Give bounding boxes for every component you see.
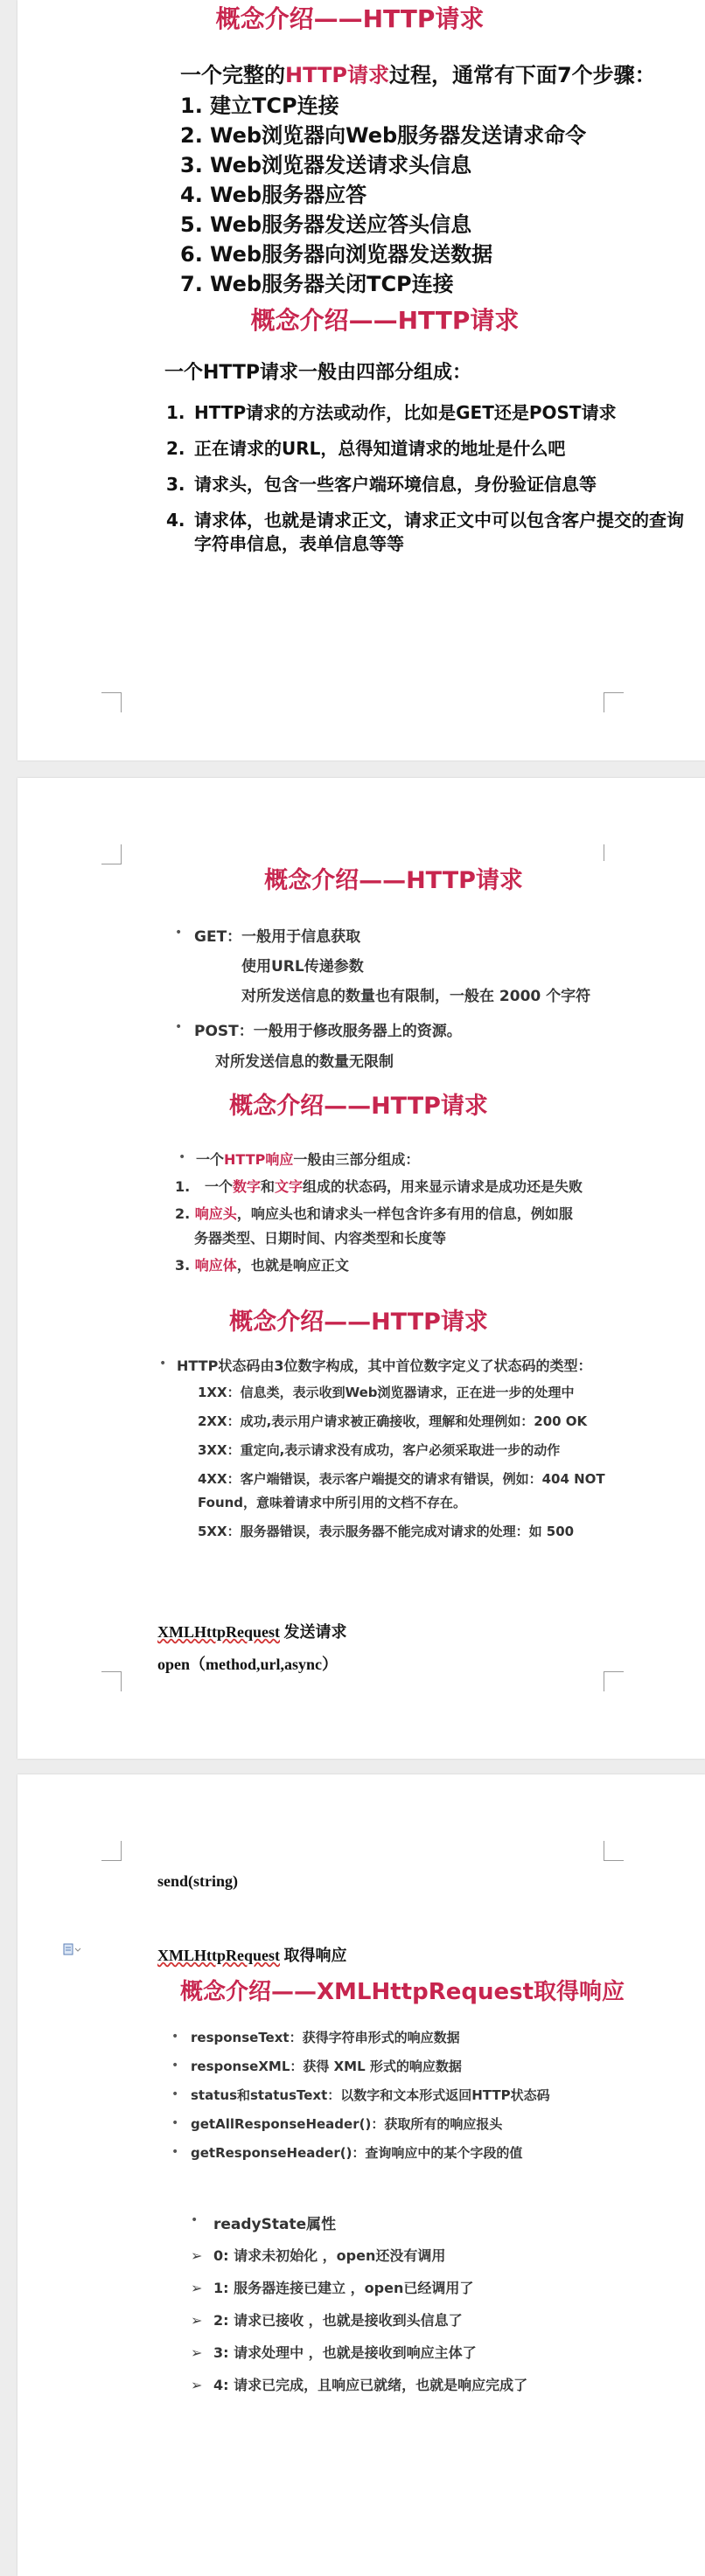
status-intro: HTTP状态码由3位数字构成，其中首位数字定义了状态码的类型： (177, 1357, 592, 1374)
post-line: POST：一般用于修改服务器上的资源。 (194, 1023, 462, 1040)
slide-http-steps (157, 0, 656, 302)
list-item: 4. Web服务器应答 (180, 183, 367, 207)
list-item: 1. 建立TCP连接 (180, 94, 339, 118)
slide-title: 概念介绍——HTTP请求 (229, 1093, 488, 1120)
list-item: ➢ 3: 请求处理中 ，也就是接收到响应主体了 (191, 2344, 477, 2361)
get-sub-line: 对所发送信息的数量也有限制，一般在 2000 个字符 (241, 988, 591, 1005)
crop-mark (101, 1841, 122, 1861)
crop-mark (101, 692, 122, 712)
arrow-bullet-icon: ➢ (191, 2377, 203, 2393)
crop-mark (101, 844, 122, 864)
list-item: 3. 响应体，也就是响应正文 (175, 1257, 349, 1274)
bullet: • (171, 2116, 179, 2130)
bullet: • (171, 2059, 179, 2073)
slide-http-request-parts (157, 302, 682, 568)
status-code-line: Found，意味着请求中所引用的文档不存在。 (198, 1495, 467, 1510)
crop-mark (101, 1671, 122, 1691)
slide-intro: 一个完整的HTTP请求过程，通常有下面7个步骤： (180, 63, 656, 87)
get-line: GET：一般用于信息获取 (194, 928, 361, 946)
list-item: status和statusText：以数字和文本形式返回HTTP状态码 (191, 2087, 550, 2103)
slide-xhr-response (157, 1974, 647, 2188)
list-item: 1. 一个数字和文字组成的状态码，用来显示请求是成功还是失败 (175, 1178, 583, 1195)
arrow-bullet-icon: ➢ (191, 2280, 203, 2296)
arrow-bullet-icon: ➢ (191, 2344, 203, 2361)
bullet: • (175, 1020, 183, 1034)
ready-state-heading: readyState属性 (213, 2216, 337, 2233)
arrow-bullet-icon: ➢ (191, 2312, 203, 2329)
list-item: 2. Web浏览器向Web服务器发送请求命令 (180, 123, 587, 148)
slide-title: 概念介绍——HTTP请求 (250, 306, 520, 335)
status-code-line: 1XX：信息类，表示收到Web浏览器请求，正在进一步的处理中 (198, 1385, 575, 1400)
bullet: • (171, 2030, 179, 2044)
document-page-3 (17, 1774, 705, 2576)
list-item: responseText：获得字符串形式的响应数据 (191, 2030, 460, 2045)
xhr-send-heading: XMLHttpRequest 发送请求 (157, 1623, 347, 1641)
open-signature: open（method,url,async） (157, 1656, 339, 1673)
document-icon[interactable] (63, 1942, 82, 1959)
slide-ready-state (175, 2194, 630, 2426)
bullet: • (159, 1357, 167, 1371)
list-item: 7. Web服务器关闭TCP连接 (180, 272, 454, 296)
slide-title: 概念介绍——XMLHttpRequest取得响应 (179, 1979, 625, 2005)
slide-status-codes (149, 1302, 674, 1565)
list-item: ➢ 2: 请求已接收 ，也就是接收到头信息了 (191, 2312, 463, 2329)
status-code-line: 3XX：重定向,表示请求没有成功，客户必须采取进一步的动作 (198, 1442, 561, 1458)
list-item: responseXML：获得 XML 形式的响应数据 (191, 2059, 462, 2074)
status-code-line: 2XX：成功,表示用户请求被正确接收，理解和处理例如：200 OK (198, 1413, 588, 1429)
crop-mark (604, 692, 624, 712)
bullet: • (175, 926, 183, 940)
response-intro: 一个HTTP响应一般由三部分组成： (196, 1151, 420, 1168)
document-page-2 (17, 778, 705, 1759)
slide-title: 概念介绍——HTTP请求 (229, 1309, 488, 1336)
list-item: 2. 正在请求的URL，总得知道请求的地址是什么吧 (166, 438, 566, 459)
crop-mark (604, 1841, 624, 1861)
slide-http-response (166, 1087, 656, 1288)
list-item: 1. HTTP请求的方法或动作，比如是GET还是POST请求 (166, 402, 617, 423)
status-code-line: 5XX：服务器错误，表示服务器不能完成对请求的处理：如 500 (198, 1524, 575, 1539)
bullet: • (171, 2087, 179, 2101)
post-sub-line: 对所发送信息的数量无限制 (215, 1053, 394, 1071)
bullet: • (171, 2145, 179, 2159)
get-sub-line: 使用URL传递参数 (241, 958, 364, 976)
list-item: 3. Web浏览器发送请求头信息 (180, 153, 472, 177)
crop-mark (604, 1671, 624, 1691)
status-code-line: 4XX：客户端错误，表示客户端提交的请求有错误，例如：404 NOT (198, 1471, 605, 1487)
list-item: 5. Web服务器发送应答头信息 (180, 212, 472, 237)
list-item: getAllResponseHeader()：获取所有的响应报头 (191, 2116, 503, 2132)
document-page-1 (17, 0, 705, 760)
slide-title: 概念介绍——HTTP请求 (264, 867, 523, 894)
slide-heading: 一个HTTP请求一般由四部分组成： (164, 362, 472, 384)
list-item: getResponseHeader()：查询响应中的某个字段的值 (191, 2145, 523, 2161)
xhr-get-heading: XMLHttpRequest 取得响应 (157, 1947, 347, 1964)
slide-get-post (166, 861, 656, 1106)
list-item: 3. 请求头，包含一些客户端环境信息，身份验证信息等 (166, 474, 597, 495)
list-item: 6. Web服务器向浏览器发送数据 (180, 242, 493, 267)
arrow-bullet-icon: ➢ (191, 2247, 203, 2264)
list-item: ➢ 0: 请求未初始化 ，open还没有调用 (191, 2247, 446, 2264)
send-signature: send(string) (157, 1872, 239, 1890)
list-item: 2. 响应头，响应头也和请求头一样包含许多有用的信息，例如服 (175, 1205, 573, 1222)
bullet: • (191, 2213, 199, 2227)
bullet: • (178, 1150, 186, 1164)
list-item-continuation: 务器类型、日期时间、内容类型和长度等 (194, 1230, 447, 1246)
list-item: ➢ 1: 服务器连接已建立 ，open已经调用了 (191, 2280, 474, 2296)
list-item: ➢ 4: 请求已完成，且响应已就绪，也就是响应完成了 (191, 2377, 528, 2393)
slide-title: 概念介绍——HTTP请求 (215, 4, 485, 33)
list-item: 4. 请求体，也就是请求正文，请求正文中可以包含客户提交的查询字符串信息，表单信息等等 (166, 510, 684, 554)
